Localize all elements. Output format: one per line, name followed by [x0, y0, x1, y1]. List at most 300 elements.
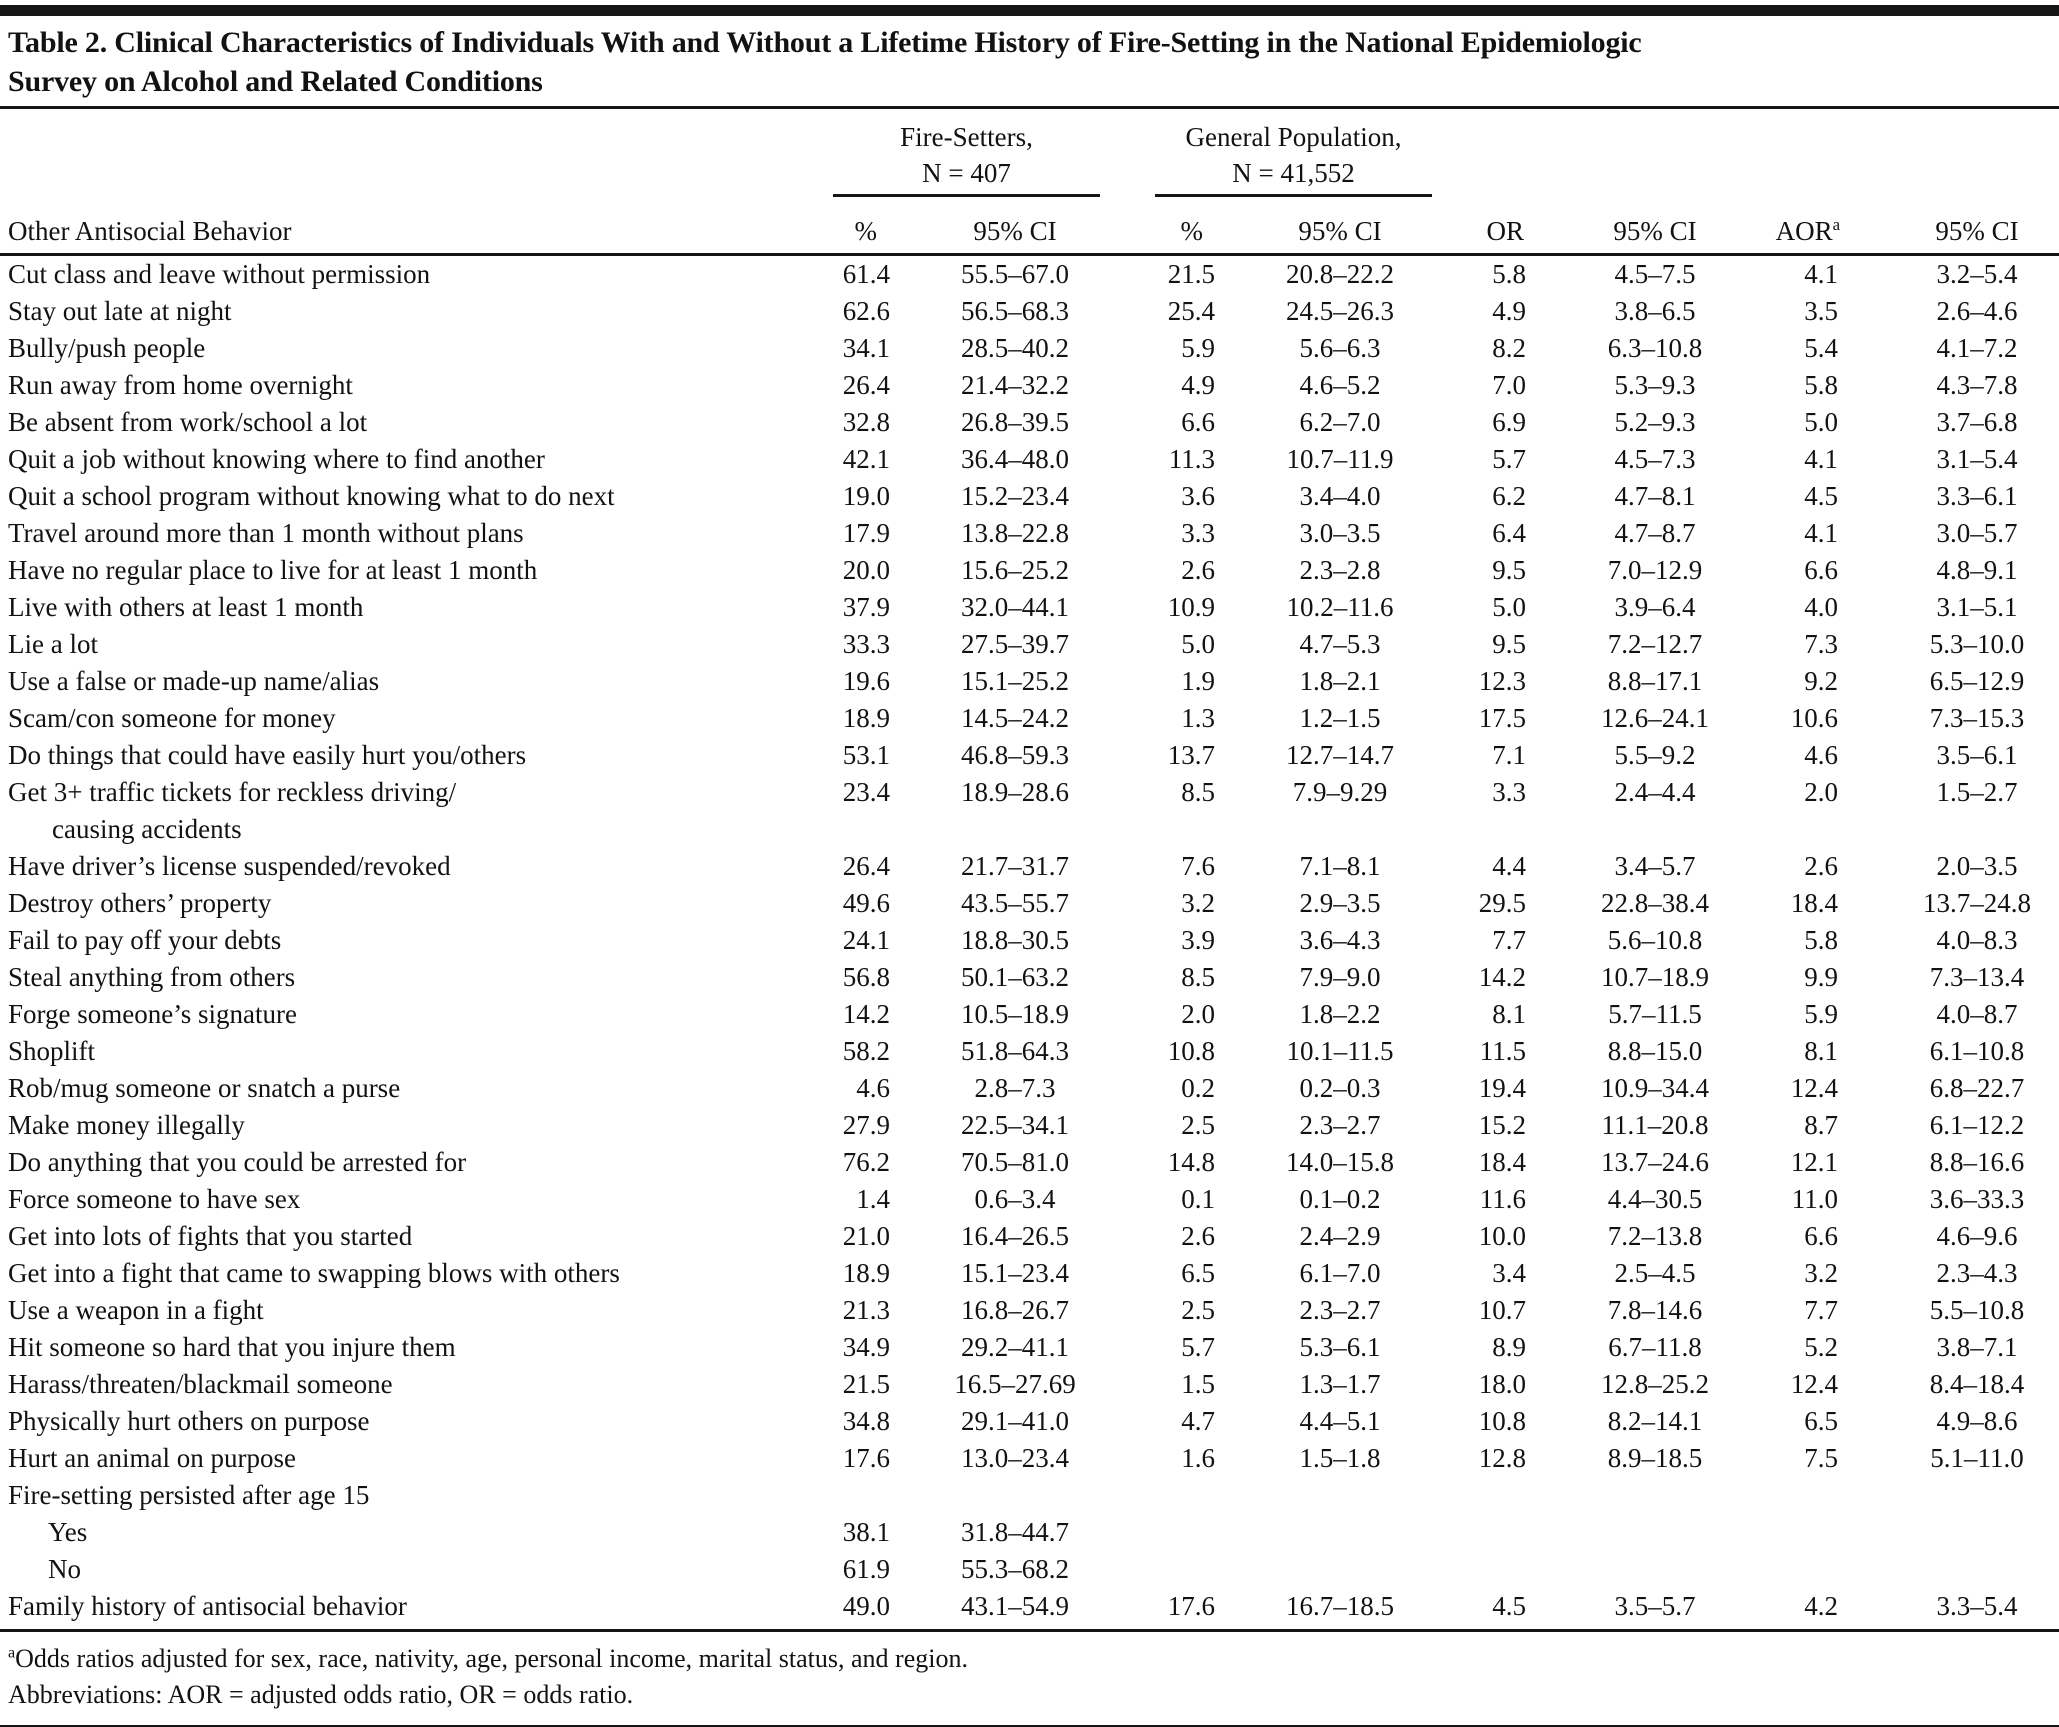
cell-or-ci: 3.9–6.4: [1614, 592, 1696, 622]
cell-aor: 5.9: [1804, 999, 1839, 1029]
cell-or-ci: [1540, 1514, 1770, 1551]
cell-fs-pct: 58.2: [842, 1036, 890, 1066]
group-general-population: [1155, 119, 1432, 197]
cell-or-ci: 4.7–8.1: [1614, 481, 1696, 511]
table-row: [0, 1144, 2059, 1181]
cell-fs-pct: 56.8: [842, 962, 890, 992]
cell-fs-pct: 33.3: [842, 629, 890, 659]
cell-gp-ci: 6.2–7.0: [1299, 407, 1381, 437]
cell-gp-pct: 1.9: [1181, 666, 1216, 696]
cell-or: 4.9: [1492, 296, 1527, 326]
column-header-or: OR: [1455, 197, 1540, 255]
table-row: [0, 1366, 2059, 1403]
cell-fs-ci: 32.0–44.1: [961, 592, 1069, 622]
cell-or: 7.7: [1492, 925, 1527, 955]
footnote-adjustment: [8, 1641, 2051, 1677]
row-label: Physically hurt others on purpose: [8, 1406, 370, 1436]
cell-fs-ci: 36.4–48.0: [961, 444, 1069, 474]
cell-aor-ci: 6.5–12.9: [1929, 666, 2025, 696]
table-row: [0, 1181, 2059, 1218]
cell-gp-pct: 13.7: [1167, 740, 1216, 770]
cell-gp-pct: 7.6: [1181, 851, 1216, 881]
cell-aor: 5.4: [1804, 333, 1839, 363]
cell-fs-ci: 15.2–23.4: [961, 481, 1069, 511]
cell-or-ci: 4.5–7.3: [1614, 444, 1696, 474]
cell-or-ci: 8.8–17.1: [1607, 666, 1703, 696]
cell-aor-ci: 3.0–5.7: [1936, 518, 2018, 548]
cell-or: 15.2: [1478, 1110, 1527, 1140]
cell-gp-pct: 3.2: [1181, 888, 1216, 918]
cell-aor: 12.4: [1790, 1369, 1839, 1399]
cell-gp-ci: 4.4–5.1: [1299, 1406, 1381, 1436]
cell-or: 12.8: [1478, 1443, 1527, 1473]
table-title-line1: Table 2. Clinical Characteristics of Individuals With and Without a Lifetime History of Fire-Setting in the National Epidemiologic: [8, 26, 1642, 59]
cell-or: 8.1: [1492, 999, 1527, 1029]
cell-fs-ci: 10.5–18.9: [961, 999, 1069, 1029]
cell-fs-pct: 42.1: [842, 444, 890, 474]
cell-gp-ci: 0.1–0.2: [1299, 1184, 1381, 1214]
cell-or: 3.3: [1492, 777, 1527, 807]
cell-or: 7.1: [1492, 740, 1527, 770]
cell-fs-ci: 56.5–68.3: [961, 296, 1069, 326]
cell-or-ci: 12.8–25.2: [1601, 1369, 1710, 1399]
cell-aor-ci: 5.3–10.0: [1929, 629, 2025, 659]
row-label: Family history of antisocial behavior: [0, 1588, 770, 1631]
cell-aor-ci: 4.8–9.1: [1936, 555, 2018, 585]
cell-aor: 2.6: [1804, 851, 1839, 881]
cell-gp-ci: [1225, 1477, 1455, 1514]
cell-aor-ci: 13.7–24.8: [1923, 888, 2032, 918]
column-header-aor-label: AOR: [1775, 216, 1833, 246]
table-body: [0, 255, 2059, 1631]
cell-aor-ci: 6.8–22.7: [1929, 1073, 2025, 1103]
row-label: Have no regular place to live for at least 1 month: [8, 555, 538, 585]
cell-or: 12.3: [1478, 666, 1527, 696]
cell-fs-ci: 51.8–64.3: [961, 1036, 1069, 1066]
cell-gp-pct: 3.6: [1181, 481, 1216, 511]
cell-or-ci: 8.2–14.1: [1607, 1406, 1703, 1436]
table-row: [0, 1070, 2059, 1107]
cell-or: 9.5: [1492, 629, 1527, 659]
cell-fs-pct: 27.9: [842, 1110, 890, 1140]
cell-gp-ci: 2.3–2.8: [1299, 555, 1381, 585]
cell-fs-pct: 24.1: [842, 925, 890, 955]
cell-or-ci: [1540, 1477, 1770, 1514]
cell-aor: 8.1: [1804, 1036, 1839, 1066]
cell-or: 10.0: [1478, 1221, 1527, 1251]
cell-fs-ci: 14.5–24.2: [961, 703, 1069, 733]
cell-or: 9.5: [1492, 555, 1527, 585]
cell-or: [1455, 1514, 1540, 1551]
cell-fs-pct: 32.8: [842, 407, 890, 437]
footnote-marker-a: a: [8, 1644, 16, 1662]
table-row: [0, 959, 2059, 996]
cell-gp-pct: 17.6: [1135, 1588, 1225, 1631]
cell-fs-ci: 29.1–41.0: [961, 1406, 1069, 1436]
row-label: Use a false or made-up name/alias: [8, 666, 380, 696]
row-label: Stay out late at night: [8, 296, 232, 326]
cell-fs-pct: 38.1: [842, 1517, 890, 1547]
cell-fs-ci: [895, 1477, 1135, 1514]
cell-aor-ci: 6.1–10.8: [1929, 1036, 2025, 1066]
cell-aor: 5.8: [1804, 925, 1839, 955]
cell-fs-ci: 16.4–26.5: [961, 1221, 1069, 1251]
group-header-spacer: [0, 109, 770, 197]
cell-aor-ci: 4.9–8.6: [1936, 1406, 2018, 1436]
cell-or-ci: 5.6–10.8: [1607, 925, 1703, 955]
table-row: [0, 589, 2059, 626]
cell-aor-ci: 3.1–5.4: [1936, 444, 2018, 474]
cell-gp-pct: 5.0: [1181, 629, 1216, 659]
cell-gp-pct: 25.4: [1167, 296, 1216, 326]
cell-gp-pct: 3.3: [1181, 518, 1216, 548]
cell-fs-ci: 43.5–55.7: [961, 888, 1069, 918]
cell-aor: [1770, 1551, 1850, 1588]
row-label: Get into a fight that came to swapping blows with others: [8, 1258, 620, 1288]
cell-aor-ci: 1.5–2.7: [1936, 777, 2018, 807]
cell-aor-ci: 2.3–4.3: [1936, 1258, 2018, 1288]
group-fire-setters-line2: N = 407: [922, 158, 1011, 188]
cell-or-ci: 4.5–7.5: [1614, 259, 1696, 289]
cell-fs-ci: 18.9–28.6: [961, 777, 1069, 807]
cell-aor-ci: 5.1–11.0: [1930, 1443, 2024, 1473]
cell-aor: 4.2: [1770, 1588, 1850, 1631]
table-row: [0, 922, 2059, 959]
cell-or-ci: 10.7–18.9: [1601, 962, 1710, 992]
cell-or: 10.8: [1478, 1406, 1527, 1436]
cell-or-ci: 12.6–24.1: [1601, 703, 1710, 733]
table-row: [0, 1440, 2059, 1477]
cell-gp-ci: 10.7–11.9: [1286, 444, 1394, 474]
row-label: Get 3+ traffic tickets for reckless driving/ causing accidents: [8, 777, 457, 844]
cell-fs-ci: 16.8–26.7: [961, 1295, 1069, 1325]
cell-or-ci: 7.0–12.9: [1607, 555, 1703, 585]
row-label: Rob/mug someone or snatch a purse: [8, 1073, 401, 1103]
cell-fs-ci: 55.3–68.2: [961, 1554, 1069, 1584]
cell-aor: 5.2: [1804, 1332, 1839, 1362]
column-header-fs-ci: 95% CI: [895, 197, 1135, 255]
row-label: Quit a school program without knowing what to do next: [8, 481, 615, 511]
cell-fs-ci: 16.5–27.69: [954, 1369, 1076, 1399]
cell-aor: 9.9: [1804, 962, 1839, 992]
row-label: Fail to pay off your debts: [8, 925, 282, 955]
cell-or-ci: 11.1–20.8: [1601, 1110, 1709, 1140]
group-header-fire-setters-cell: [770, 109, 1135, 197]
cell-or: 3.4: [1492, 1258, 1527, 1288]
cell-gp-pct: 4.9: [1181, 370, 1216, 400]
cell-aor: 4.1: [1804, 518, 1839, 548]
cell-aor-ci: 4.1–7.2: [1936, 333, 2018, 363]
cell-gp-ci: 1.8–2.1: [1299, 666, 1381, 696]
row-label: No: [48, 1554, 81, 1584]
row-label: Bully/push people: [8, 333, 206, 363]
cell-fs-ci: 26.8–39.5: [961, 407, 1069, 437]
cell-or-ci: 2.4–4.4: [1614, 777, 1696, 807]
row-label: Travel around more than 1 month without plans: [8, 518, 524, 548]
cell-or-ci: 6.7–11.8: [1608, 1332, 1702, 1362]
cell-gp-ci: 3.4–4.0: [1299, 481, 1381, 511]
table-footnotes: [0, 1632, 2059, 1727]
cell-or-ci: 3.8–6.5: [1614, 296, 1696, 326]
cell-or: 11.6: [1479, 1184, 1527, 1214]
cell-aor: 11.0: [1791, 1184, 1839, 1214]
cell-gp-pct: [1135, 1551, 1225, 1588]
cell-or: 19.4: [1478, 1073, 1527, 1103]
row-label: Use a weapon in a fight: [8, 1295, 264, 1325]
cell-aor: 8.7: [1804, 1110, 1839, 1140]
cell-aor: 4.5: [1804, 481, 1839, 511]
table-row: [0, 1477, 2059, 1514]
cell-fs-pct: 53.1: [842, 740, 890, 770]
cell-gp-ci: 3.6–4.3: [1299, 925, 1381, 955]
cell-gp-pct: 5.7: [1181, 1332, 1216, 1362]
cell-aor: [1770, 1514, 1850, 1551]
cell-aor: 12.1: [1790, 1147, 1839, 1177]
cell-aor: 4.1: [1804, 444, 1839, 474]
cell-aor: 18.4: [1790, 888, 1839, 918]
cell-gp-pct: 5.9: [1181, 333, 1216, 363]
cell-gp-pct: 2.5: [1181, 1110, 1216, 1140]
cell-gp-ci: 24.5–26.3: [1286, 296, 1395, 326]
cell-gp-pct: 2.5: [1181, 1295, 1216, 1325]
cell-gp-pct: 2.6: [1181, 555, 1216, 585]
cell-aor-ci: 2.0–3.5: [1936, 851, 2018, 881]
cell-aor: 7.3: [1804, 629, 1839, 659]
row-label: Destroy others’ property: [8, 888, 272, 918]
cell-or: 4.4: [1492, 851, 1527, 881]
cell-aor: 3.5: [1804, 296, 1839, 326]
cell-gp-pct: [1135, 1477, 1225, 1514]
cell-aor-ci: 3.3–5.4: [1850, 1588, 2059, 1631]
cell-fs-pct: 61.9: [842, 1554, 890, 1584]
cell-aor-ci: 3.2–5.4: [1936, 259, 2018, 289]
row-label: Hit someone so hard that you injure them: [8, 1332, 456, 1362]
cell-or: 18.4: [1478, 1147, 1527, 1177]
table-row: [0, 996, 2059, 1033]
table-row: [0, 478, 2059, 515]
cell-aor-ci: 3.7–6.8: [1936, 407, 2018, 437]
cell-or: 18.0: [1478, 1369, 1527, 1399]
cell-aor-ci: 3.6–33.3: [1929, 1184, 2025, 1214]
cell-or: 6.2: [1492, 481, 1527, 511]
row-label: Steal anything from others: [8, 962, 296, 992]
table-row: [0, 367, 2059, 404]
cell-fs-ci: 13.0–23.4: [961, 1443, 1069, 1473]
cell-gp-ci: [1225, 1551, 1455, 1588]
cell-gp-pct: 1.5: [1181, 1369, 1216, 1399]
cell-gp-ci: 2.4–2.9: [1299, 1221, 1381, 1251]
cell-aor: 4.0: [1804, 592, 1839, 622]
cell-fs-ci: 50.1–63.2: [961, 962, 1069, 992]
group-general-population-line1: General Population,: [1185, 122, 1402, 152]
table-row: [0, 737, 2059, 774]
table-row: [0, 626, 2059, 663]
cell-aor-ci: [1850, 1551, 2059, 1588]
column-header-gp-ci: 95% CI: [1225, 197, 1455, 255]
cell-aor: 6.6: [1804, 1221, 1839, 1251]
cell-gp-pct: 1.6: [1181, 1443, 1216, 1473]
cell-fs-pct: 17.9: [842, 518, 890, 548]
cell-fs-pct: 21.0: [842, 1221, 890, 1251]
cell-or-ci: 8.8–15.0: [1607, 1036, 1703, 1066]
column-header-aor-ci: 95% CI: [1850, 197, 2059, 255]
cell-or: 6.4: [1492, 518, 1527, 548]
cell-gp-ci: 2.3–2.7: [1299, 1295, 1381, 1325]
cell-aor-ci: 5.5–10.8: [1929, 1295, 2025, 1325]
column-header-fs-pct: %: [770, 197, 895, 255]
cell-fs-ci: 0.6–3.4: [974, 1184, 1056, 1214]
cell-fs-pct: 19.0: [842, 481, 890, 511]
group-header-general-population-cell: [1135, 109, 1455, 197]
row-label: Cut class and leave without permission: [8, 259, 431, 289]
cell-aor-ci: 7.3–13.4: [1929, 962, 2025, 992]
cell-gp-ci: 10.2–11.6: [1286, 592, 1394, 622]
cell-fs-ci: 15.1–25.2: [961, 666, 1069, 696]
cell-aor-ci: 2.6–4.6: [1936, 296, 2018, 326]
cell-or: 8.9: [1492, 1332, 1527, 1362]
table-row: [0, 1107, 2059, 1144]
cell-aor: 4.6: [1804, 740, 1839, 770]
cell-fs-pct: 23.4: [842, 777, 890, 807]
clinical-characteristics-table: [0, 109, 2059, 1632]
cell-gp-pct: 14.8: [1167, 1147, 1216, 1177]
table-row: [0, 885, 2059, 922]
table-row: [0, 1588, 2059, 1631]
table-row: [0, 700, 2059, 737]
table-row: [0, 515, 2059, 552]
cell-gp-ci: 16.7–18.5: [1225, 1588, 1455, 1631]
cell-gp-pct: 11.3: [1168, 444, 1216, 474]
cell-aor-ci: 4.6–9.6: [1936, 1221, 2018, 1251]
cell-aor-ci: 4.0–8.3: [1936, 925, 2018, 955]
cell-fs-ci: 43.1–54.9: [895, 1588, 1135, 1631]
group-fire-setters: [833, 119, 1100, 197]
column-header-behavior: Other Antisocial Behavior: [0, 197, 770, 255]
cell-gp-pct: 21.5: [1167, 259, 1216, 289]
cell-aor-ci: 3.3–6.1: [1936, 481, 2018, 511]
cell-fs-ci: 46.8–59.3: [961, 740, 1069, 770]
row-label: Shoplift: [8, 1036, 96, 1066]
cell-fs-pct: 34.9: [842, 1332, 890, 1362]
cell-aor: 5.8: [1804, 370, 1839, 400]
cell-gp-ci: 1.5–1.8: [1299, 1443, 1381, 1473]
row-label: Forge someone’s signature: [8, 999, 297, 1029]
cell-aor-ci: 4.3–7.8: [1936, 370, 2018, 400]
cell-gp-ci: 10.1–11.5: [1286, 1036, 1394, 1066]
cell-fs-pct: 49.6: [842, 888, 890, 918]
table-row: [0, 1551, 2059, 1588]
cell-or: 4.5: [1455, 1588, 1540, 1631]
cell-or-ci: 22.8–38.4: [1601, 888, 1710, 918]
cell-fs-pct: 17.6: [842, 1443, 890, 1473]
cell-aor-ci: 3.1–5.1: [1936, 592, 2018, 622]
cell-aor: 7.5: [1804, 1443, 1839, 1473]
aor-footnote-marker: a: [1832, 215, 1841, 234]
cell-gp-ci: 1.3–1.7: [1299, 1369, 1381, 1399]
cell-fs-pct: 34.1: [842, 333, 890, 363]
table-row: [0, 1033, 2059, 1070]
cell-fs-ci: 18.8–30.5: [961, 925, 1069, 955]
cell-gp-ci: 1.2–1.5: [1299, 703, 1381, 733]
cell-or: 6.9: [1492, 407, 1527, 437]
cell-gp-pct: 6.6: [1181, 407, 1216, 437]
cell-gp-pct: 8.5: [1181, 777, 1216, 807]
table-row: [0, 330, 2059, 367]
cell-fs-pct: 14.2: [842, 999, 890, 1029]
row-label: Hurt an animal on purpose: [8, 1443, 296, 1473]
cell-gp-ci: 6.1–7.0: [1299, 1258, 1381, 1288]
cell-gp-ci: 4.6–5.2: [1299, 370, 1381, 400]
row-label: Run away from home overnight: [8, 370, 353, 400]
cell-fs-ci: 28.5–40.2: [961, 333, 1069, 363]
cell-gp-pct: 2.0: [1181, 999, 1216, 1029]
footnote-abbreviations: Abbreviations: AOR = adjusted odds ratio, OR = odds ratio.: [8, 1680, 634, 1709]
cell-aor: 6.6: [1804, 555, 1839, 585]
cell-fs-pct: 76.2: [842, 1147, 890, 1177]
cell-aor-ci: 3.8–7.1: [1936, 1332, 2018, 1362]
cell-fs-ci: 15.6–25.2: [961, 555, 1069, 585]
cell-gp-pct: 10.9: [1167, 592, 1216, 622]
cell-gp-ci: 7.9–9.0: [1299, 962, 1381, 992]
cell-gp-pct: 1.3: [1181, 703, 1216, 733]
cell-fs-pct: 26.4: [842, 370, 890, 400]
group-general-population-line2: N = 41,552: [1232, 158, 1355, 188]
cell-gp-ci: 4.7–5.3: [1299, 629, 1381, 659]
cell-or-ci: 5.5–9.2: [1614, 740, 1696, 770]
table-row: [0, 1329, 2059, 1366]
cell-fs-ci: 31.8–44.7: [961, 1517, 1069, 1547]
cell-gp-ci: 2.9–3.5: [1299, 888, 1381, 918]
table-row: [0, 441, 2059, 478]
cell-fs-pct: [770, 1477, 895, 1514]
cell-or: 7.0: [1492, 370, 1527, 400]
table-row: [0, 255, 2059, 294]
column-header-aor: [1770, 197, 1850, 255]
group-header-spacer: [1455, 109, 2059, 197]
cell-gp-ci: 14.0–15.8: [1286, 1147, 1395, 1177]
cell-or-ci: 7.2–12.7: [1607, 629, 1703, 659]
cell-fs-ci: 21.4–32.2: [961, 370, 1069, 400]
cell-or-ci: 5.2–9.3: [1614, 407, 1696, 437]
cell-or: 17.5: [1478, 703, 1527, 733]
cell-gp-ci: [1225, 1514, 1455, 1551]
cell-fs-pct: 18.9: [842, 703, 890, 733]
cell-gp-pct: 0.2: [1181, 1073, 1216, 1103]
cell-or-ci: 3.4–5.7: [1614, 851, 1696, 881]
cell-or: 5.0: [1492, 592, 1527, 622]
table-row: [0, 774, 2059, 848]
cell-aor: 9.2: [1804, 666, 1839, 696]
cell-aor: 4.1: [1804, 259, 1839, 289]
table-row: [0, 1218, 2059, 1255]
cell-gp-ci: 5.3–6.1: [1299, 1332, 1381, 1362]
cell-gp-pct: 0.1: [1181, 1184, 1216, 1214]
cell-fs-ci: 27.5–39.7: [961, 629, 1069, 659]
cell-or-ci: 13.7–24.6: [1601, 1147, 1710, 1177]
cell-gp-pct: 4.7: [1181, 1406, 1216, 1436]
cell-or: 10.7: [1478, 1295, 1527, 1325]
group-fire-setters-line1: Fire-Setters,: [900, 122, 1033, 152]
cell-fs-pct: 34.8: [842, 1406, 890, 1436]
cell-or-ci: 5.3–9.3: [1614, 370, 1696, 400]
top-rule-bar: [0, 5, 2059, 16]
cell-fs-pct: 49.0: [770, 1588, 895, 1631]
table-row: [0, 1292, 2059, 1329]
row-label: Have driver’s license suspended/revoked: [8, 851, 451, 881]
cell-fs-pct: 21.5: [842, 1369, 890, 1399]
cell-aor-ci: 4.0–8.7: [1936, 999, 2018, 1029]
row-label: Yes: [48, 1517, 88, 1547]
